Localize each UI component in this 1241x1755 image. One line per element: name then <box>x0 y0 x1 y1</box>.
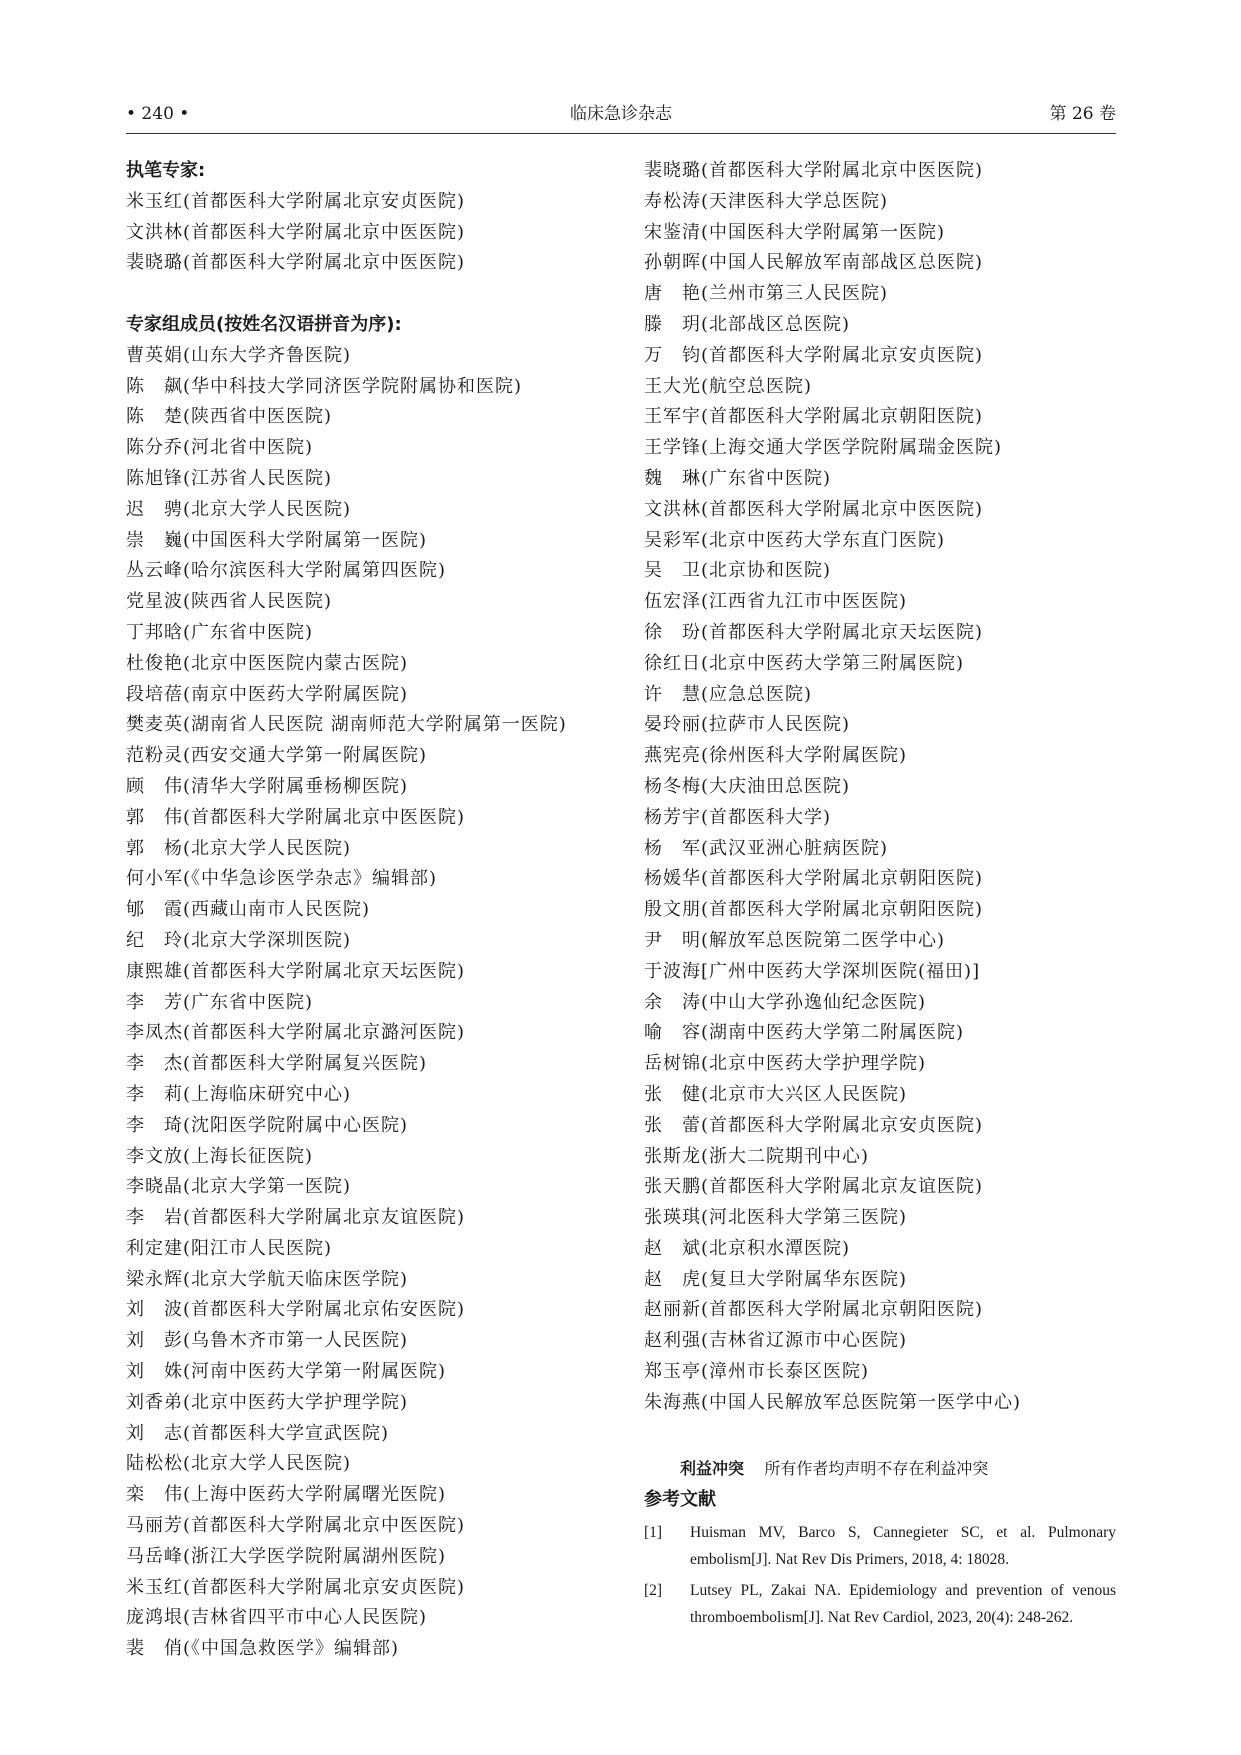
list-item: 吴彩军(北京中医药大学东直门医院) <box>644 529 946 551</box>
list-item: 徐 玢(首都医科大学附属北京天坛医院) <box>644 621 984 643</box>
list-item: 李 芳(广东省中医院) <box>126 991 314 1013</box>
list-item: 王学锋(上海交通大学医学院附属瑞金医院) <box>644 437 1003 459</box>
list-item: 米玉红(首都医科大学附属北京安贞医院) <box>126 190 466 212</box>
left-column <box>126 156 596 1665</box>
list-item: 崇 巍(中国医科大学附属第一医院) <box>126 529 428 551</box>
list-item: 刘 波(首都医科大学附属北京佑安医院) <box>126 1299 466 1321</box>
list-item: 郇 霞(西藏山南市人民医院) <box>126 899 371 921</box>
list-item: 刘香弟(北京中医药大学护理学院) <box>126 1391 409 1413</box>
list-item: 马丽芳(首都医科大学附属北京中医医院) <box>126 1515 466 1537</box>
list-item: 庞鸿垠(吉林省四平市中心人民医院) <box>126 1607 428 1629</box>
list-item: 迟 骋(北京大学人民医院) <box>126 498 352 520</box>
writers-title: 执笔专家: <box>126 160 206 181</box>
list-item: 樊麦英(湖南省人民医院 湖南师范大学附属第一医院) <box>126 714 567 736</box>
list-item: 万 钧(首都医科大学附属北京安贞医院) <box>644 344 984 366</box>
list-item: 殷文朋(首都医科大学附属北京朝阳医院) <box>644 899 984 921</box>
list-item: 段培蓓(南京中医药大学附属医院) <box>126 683 409 705</box>
list-item: 杨冬梅(大庆油田总医院) <box>644 775 851 797</box>
list-item: 许 慧(应急总医院) <box>644 683 813 705</box>
list-item: 朱海燕(中国人民解放军总医院第一医学中心) <box>644 1391 1022 1413</box>
list-item: 陈 飙(华中科技大学同济医学院附属协和医院) <box>126 375 523 397</box>
list-item: 张天鹏(首都医科大学附属北京友谊医院) <box>644 1176 984 1198</box>
list-item: 王军宇(首都医科大学附属北京朝阳医院) <box>644 406 984 428</box>
list-item: 纪 玲(北京大学深圳医院) <box>126 929 352 951</box>
list-item: 唐 艳(兰州市第三人民医院) <box>644 283 889 305</box>
list-item: 魏 琳(广东省中医院) <box>644 467 832 489</box>
list-item: 赵丽新(首都医科大学附属北京朝阳医院) <box>644 1299 984 1321</box>
members-list-right <box>644 156 1116 1419</box>
list-item: 李文放(上海长征医院) <box>126 1145 314 1167</box>
list-item: 刘 彭(乌鲁木齐市第一人民医院) <box>126 1330 409 1352</box>
list-item: 刘 姝(河南中医药大学第一附属医院) <box>126 1361 447 1383</box>
reference-number: [1] <box>644 1523 663 1541</box>
page-header <box>126 102 1116 130</box>
list-item: 李 杰(首都医科大学附属复兴医院) <box>126 1053 428 1075</box>
list-item: 喻 容(湖南中医药大学第二附属医院) <box>644 1022 965 1044</box>
list-item: 李 琦(沈阳医学院附属中心医院) <box>126 1114 409 1136</box>
list-item: 何小军(《中华急诊医学杂志》编辑部) <box>126 868 438 890</box>
list-item: 文洪林(首都医科大学附属北京中医医院) <box>644 498 984 520</box>
list-item: 杨芳宇(首都医科大学) <box>644 806 832 828</box>
list-item: 杨媛华(首都医科大学附属北京朝阳医院) <box>644 868 984 890</box>
list-item: 陈 楚(陕西省中医医院) <box>126 406 333 428</box>
list-item: 顾 伟(清华大学附属垂杨柳医院) <box>126 775 409 797</box>
list-item: 张瑛琪(河北医科大学第三医院) <box>644 1207 908 1229</box>
list-item: 党星波(陕西省人民医院) <box>126 591 333 613</box>
list-item: 杜俊艳(北京中医医院内蒙古医院) <box>126 652 409 674</box>
list-item: 丁邦晗(广东省中医院) <box>126 621 314 643</box>
list-item: 吴 卫(北京协和医院) <box>644 560 832 582</box>
list-item: 杨 军(武汉亚洲心脏病医院) <box>644 837 889 859</box>
reference-item <box>644 1519 1116 1573</box>
members-title: 专家组成员(按姓名汉语拼音为序): <box>126 313 402 335</box>
reference-text: Lutsey PL, Zakai NA. Epidemiology and prevention of venous thromboembolism[J]. Nat Rev Cardiol, 2023, 20(4): 248-262. <box>690 1581 1116 1626</box>
reference-item <box>644 1577 1116 1631</box>
conflict-of-interest <box>644 1455 1116 1483</box>
references-title: 参考文献 <box>644 1488 716 1510</box>
list-item: 赵 斌(北京积水潭医院) <box>644 1237 851 1259</box>
right-column <box>644 156 1116 1631</box>
list-item: 燕宪亮(徐州医科大学附属医院) <box>644 745 908 767</box>
writers-list <box>126 187 596 279</box>
list-item: 张 健(北京市大兴区人民医院) <box>644 1083 908 1105</box>
list-item: 孙朝晖(中国人民解放军南部战区总医院) <box>644 252 984 274</box>
list-item: 王大光(航空总医院) <box>644 375 813 397</box>
reference-text: Huisman MV, Barco S, Cannegieter SC, et al. Pulmonary embolism[J]. Nat Rev Dis Primers, 2018, 4: 18028. <box>690 1523 1116 1568</box>
list-item: 陆松松(北京大学人民医院) <box>126 1453 352 1475</box>
list-item: 李 岩(首都医科大学附属北京友谊医院) <box>126 1207 466 1229</box>
list-item: 马岳峰(浙江大学医学院附属湖州医院) <box>126 1545 447 1567</box>
reference-number: [2] <box>644 1581 663 1599</box>
journal-title: 临床急诊杂志 <box>570 104 672 124</box>
list-item: 栾 伟(上海中医药大学附属曙光医院) <box>126 1484 447 1506</box>
list-item: 郑玉亭(漳州市长泰区医院) <box>644 1361 870 1383</box>
list-item: 晏玲丽(拉萨市人民医院) <box>644 714 851 736</box>
list-item: 康熙雄(首都医科大学附属北京天坛医院) <box>126 960 466 982</box>
list-item: 尹 明(解放军总医院第二医学中心) <box>644 929 946 951</box>
list-item: 米玉红(首都医科大学附属北京安贞医院) <box>126 1576 466 1598</box>
list-item: 陈旭锋(江苏省人民医院) <box>126 467 333 489</box>
list-item: 李凤杰(首都医科大学附属北京潞河医院) <box>126 1022 466 1044</box>
list-item: 赵 虎(复旦大学附属华东医院) <box>644 1268 908 1290</box>
coi-label: 利益冲突 <box>680 1458 745 1478</box>
list-item: 刘 志(首都医科大学宣武医院) <box>126 1422 390 1444</box>
section-gap <box>126 279 596 310</box>
list-item: 李晓晶(北京大学第一医院) <box>126 1176 352 1198</box>
list-item: 伍宏泽(江西省九江市中医医院) <box>644 591 908 613</box>
references-list <box>644 1519 1116 1631</box>
list-item: 裴晓璐(首都医科大学附属北京中医医院) <box>644 160 984 181</box>
list-item: 利定建(阳江市人民医院) <box>126 1237 333 1259</box>
volume-label: 第 26 卷 <box>1049 104 1116 124</box>
coi-text: 所有作者均声明不存在利益冲突 <box>764 1458 989 1478</box>
list-item: 岳树锦(北京中医药大学护理学院) <box>644 1053 927 1075</box>
list-item: 丛云峰(哈尔滨医科大学附属第四医院) <box>126 560 447 582</box>
list-item: 张 蕾(首都医科大学附属北京安贞医院) <box>644 1114 984 1136</box>
header-divider <box>126 133 1116 134</box>
list-item: 陈分乔(河北省中医院) <box>126 437 314 459</box>
list-item: 曹英娟(山东大学齐鲁医院) <box>126 344 352 366</box>
members-list-left <box>126 341 596 1665</box>
page-number: • 240 • <box>126 104 190 124</box>
list-item: 郭 伟(首都医科大学附属北京中医医院) <box>126 806 466 828</box>
list-item: 徐红日(北京中医药大学第三附属医院) <box>644 652 965 674</box>
list-item: 李 莉(上海临床研究中心) <box>126 1083 352 1105</box>
list-item: 赵利强(吉林省辽源市中心医院) <box>644 1330 908 1352</box>
list-item: 余 涛(中山大学孙逸仙纪念医院) <box>644 991 927 1013</box>
list-item: 张斯龙(浙大二院期刊中心) <box>644 1145 870 1167</box>
list-item: 寿松涛(天津医科大学总医院) <box>644 190 889 212</box>
list-item: 范粉灵(西安交通大学第一附属医院) <box>126 745 428 767</box>
list-item: 裴晓璐(首都医科大学附属北京中医医院) <box>126 252 466 274</box>
list-item: 文洪林(首都医科大学附属北京中医医院) <box>126 221 466 243</box>
list-item: 宋鉴清(中国医科大学附属第一医院) <box>644 221 946 243</box>
list-item: 郭 杨(北京大学人民医院) <box>126 837 352 859</box>
list-item: 裴 俏(《中国急救医学》编辑部) <box>126 1638 400 1660</box>
list-item: 于波海[广州中医药大学深圳医院(福田)] <box>644 960 981 982</box>
list-item: 滕 玥(北部战区总医院) <box>644 313 851 335</box>
list-item: 梁永辉(北京大学航天临床医学院) <box>126 1268 409 1290</box>
